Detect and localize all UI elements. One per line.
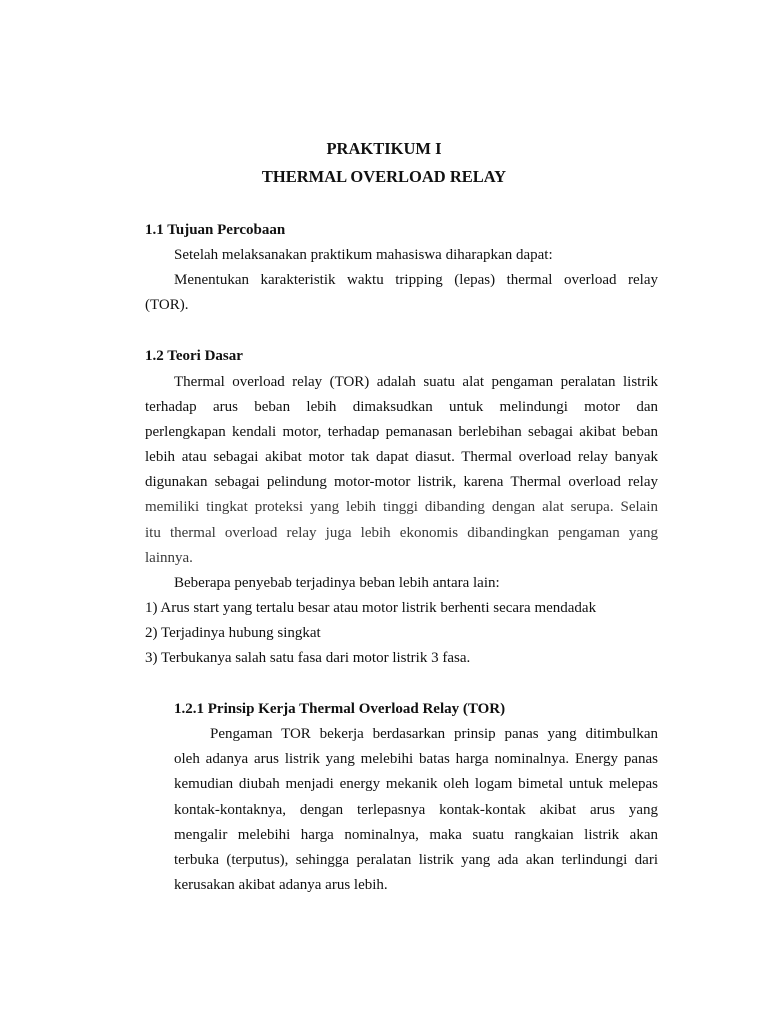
- paragraph-line: perlengkapan kendali motor, terhadap pemanasan berlebihan sebagai akibat beban: [145, 424, 658, 440]
- list-item: 3) Terbukanya salah satu fasa dari motor listrik 3 fasa.: [145, 650, 471, 666]
- paragraph-line: Setelah melaksanakan praktikum mahasiswa diharapkan dapat:: [174, 247, 553, 263]
- paragraph-line: Pengaman TOR bekerja berdasarkan prinsip panas yang ditimbulkan: [210, 726, 658, 742]
- paragraph-line: kemudian diubah menjadi energy mekanik oleh logam bimetal untuk melepas: [174, 776, 658, 792]
- paragraph-line: terhadap arus beban lebih dimaksudkan untuk melindungi motor dan: [145, 399, 658, 415]
- paragraph-line: kerusakan akibat adanya arus lebih.: [174, 877, 388, 893]
- paragraph-line: lebih atau sebagai akibat motor tak dapat diasut. Thermal overload relay banyak: [145, 449, 658, 465]
- list-item: 2) Terjadinya hubung singkat: [145, 625, 321, 641]
- paragraph-line: (TOR).: [145, 297, 189, 313]
- paragraph-line: oleh adanya arus listrik yang melebihi batas harga nominalnya. Energy panas: [174, 751, 658, 767]
- section-heading-1-1: 1.1 Tujuan Percobaan: [145, 222, 286, 238]
- paragraph-line: lainnya.: [145, 550, 193, 566]
- paragraph-line: mengalir melebihi harga nominalnya, maka suatu rangkaian listrik akan: [174, 827, 658, 843]
- document-subtitle: THERMAL OVERLOAD RELAY: [261, 167, 507, 186]
- paragraph-line: memiliki tingkat proteksi yang lebih tinggi dibanding dengan alat serupa. Selain: [145, 499, 658, 515]
- paragraph-line: kontak-kontaknya, dengan terlepasnya kontak-kontak akibat arus yang: [174, 802, 658, 818]
- list-item: 1) Arus start yang tertalu besar atau motor listrik berhenti secara mendadak: [145, 600, 597, 616]
- paragraph-line: Beberapa penyebab terjadinya beban lebih antara lain:: [174, 575, 500, 591]
- document-title: PRAKTIKUM I: [326, 139, 442, 158]
- section-heading-1-2: 1.2 Teori Dasar: [145, 348, 243, 364]
- paragraph-line: itu thermal overload relay juga lebih ekonomis dibandingkan pengaman yang: [145, 525, 658, 541]
- paragraph-line: Thermal overload relay (TOR) adalah suatu alat pengaman peralatan listrik: [174, 374, 658, 390]
- paragraph-line: digunakan sebagai pelindung motor-motor listrik, karena Thermal overload relay: [145, 474, 658, 490]
- section-heading-1-2-1: 1.2.1 Prinsip Kerja Thermal Overload Relay (TOR): [174, 701, 506, 717]
- paragraph-line: Menentukan karakteristik waktu tripping (lepas) thermal overload relay: [174, 272, 658, 288]
- paragraph-line: terbuka (terputus), sehingga peralatan listrik yang ada akan terlindungi dari: [174, 852, 658, 868]
